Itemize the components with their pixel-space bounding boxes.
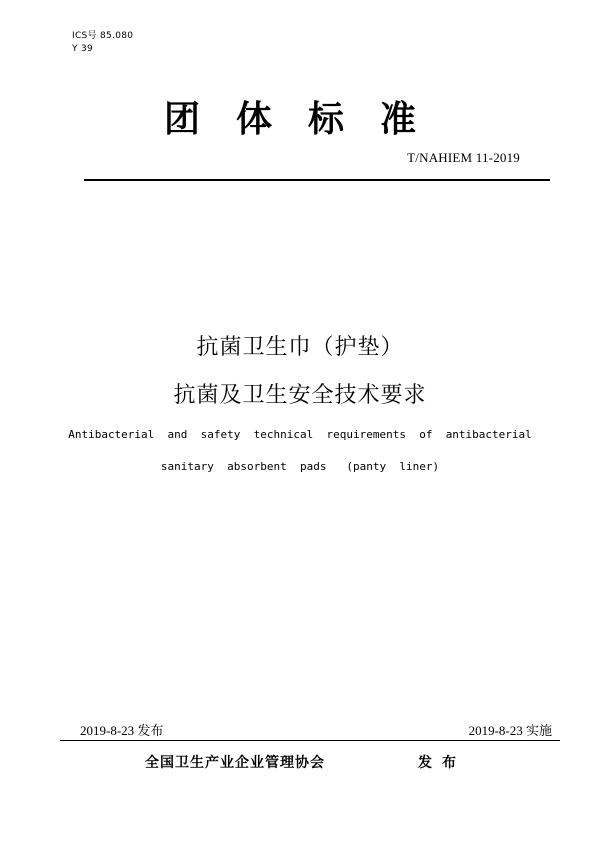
standard-code: T/NAHIEM 11-2019 bbox=[407, 150, 520, 165]
publisher-name: 全国卫生产业企业管理协会 bbox=[145, 755, 325, 771]
title-en-line1: Antibacterial and safety technical requirements of antibacterial bbox=[68, 428, 532, 441]
title-cn-line1: 抗菌卫生巾（护垫） bbox=[196, 335, 404, 360]
classification-codes bbox=[72, 30, 133, 56]
issue-date: 2019-8-23 发布 bbox=[80, 723, 164, 738]
implement-date: 2019-8-23 实施 bbox=[468, 723, 552, 738]
ics-code: ICS号 85.080 bbox=[72, 31, 134, 41]
standard-type-heading: 团体标准 bbox=[163, 99, 452, 140]
title-en-line2: sanitary absorbent pads (panty liner) bbox=[160, 460, 440, 473]
ccs-code: Y 39 bbox=[72, 44, 94, 54]
footer-divider bbox=[60, 740, 560, 741]
publish-label: 发布 bbox=[418, 755, 466, 771]
title-cn-line2: 抗菌及卫生安全技术要求 bbox=[173, 383, 427, 408]
header-divider bbox=[84, 179, 550, 181]
